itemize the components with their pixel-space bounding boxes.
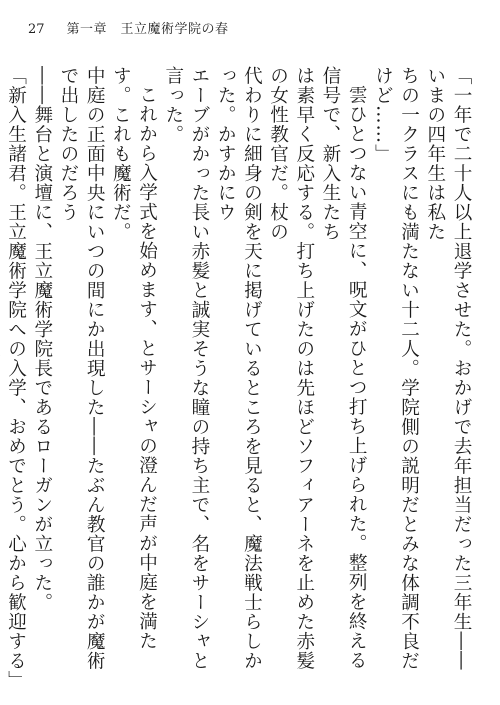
text-line: は素早く反応する。打ち上げたのは先ほどソフィアーネを止めた赤髪の女性教官だ。杖の — [267, 66, 315, 671]
page-number: 27 — [28, 22, 45, 37]
vertical-text-body — [5, 66, 474, 690]
text-line: これから入学式を始めます、とサーシャの澄んだ声が中庭を満たす。これも魔術だ。 — [110, 66, 158, 651]
text-line: 代わりに細身の剣を天に掲げているところを見ると、魔法戦士らしかった。かすかにウ — [215, 66, 263, 671]
text-line: エーブがかった長い赤髪と誠実そうな瞳の持ち主で、名をサーシャと言った。 — [162, 66, 210, 671]
chapter-title: 第一章 王立魔術学院の春 — [66, 22, 229, 37]
text-line: 「一年で二十人以上退学させた。おかげで去年担当だった三年生――いまの四年生は私た — [424, 66, 472, 671]
text-line: 中庭の正面中央にいつの間にか出現した――たぶん教官の誰かが魔術で出したのだろう — [57, 66, 106, 671]
text-line: 「新入生諸君。王立魔術学院への入学、おめでとう。心から歓迎する」 — [5, 66, 27, 690]
text-line: ちの一クラスにも満たない十二人。学院側の説明だとみな体調不良だけど……」 — [372, 66, 420, 671]
text-line: 雲ひとつない青空に、呪文がひとつ打ち上げられた。整列を終える信号で、新入生たち — [319, 66, 368, 670]
text-line — [0, 66, 2, 688]
running-header — [28, 18, 229, 38]
text-line: ――舞台と演壇に、王立魔術学院長であるローガンが立った。 — [31, 66, 53, 612]
